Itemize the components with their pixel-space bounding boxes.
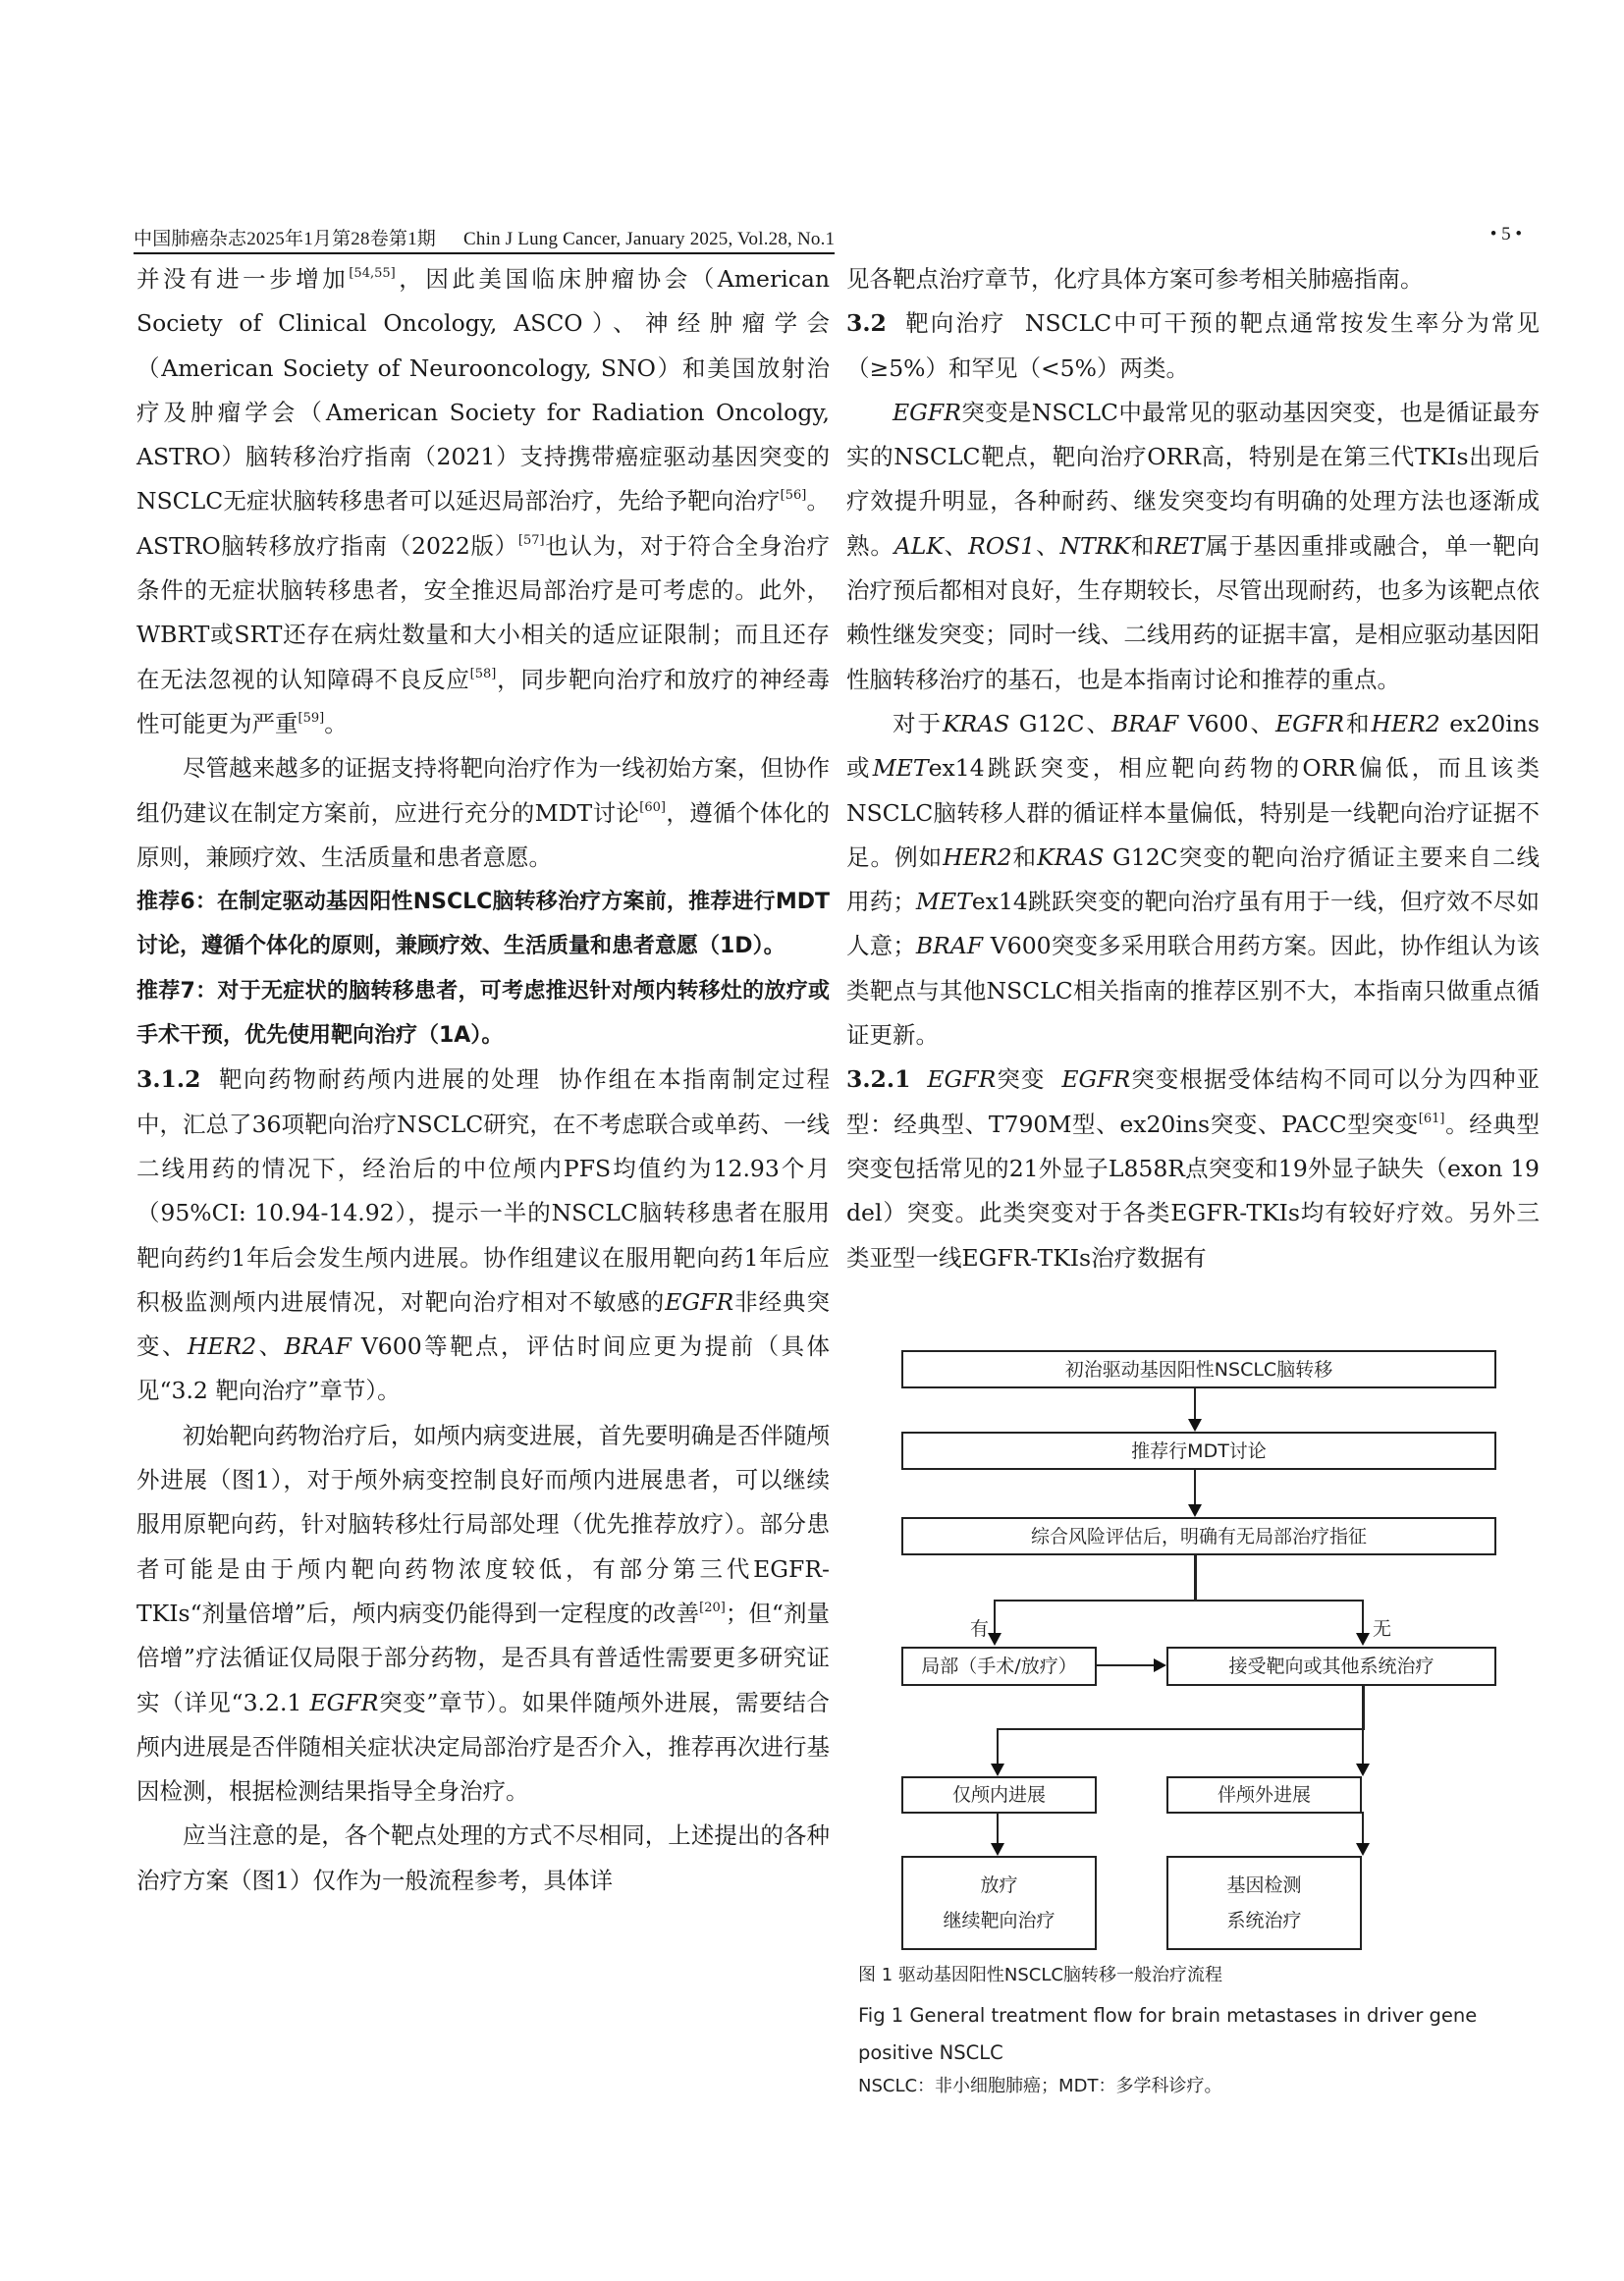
section-title: 靶向药物耐药颅内进展的处理 xyxy=(218,1065,541,1094)
node-systemic: 接受靶向或其他系统治疗 xyxy=(1166,1647,1496,1686)
connector xyxy=(1095,1664,1155,1666)
connector xyxy=(1362,1600,1364,1634)
arrow-down-icon xyxy=(988,1633,1001,1646)
paragraph: EGFR突变是NSCLC中最常见的驱动基因突变，也是循证最夯实的NSCLC靶点，靶向治疗ORR高，特别是在第三代TKIs出现后疗效提升明显，各种耐药、继发突变均有明确的处理方法也逐渐成熟。ALK、ROS1、NTRK和RET属于基因重排或融合，单一靶向治疗预后都相对良好，生存期较长，尽管出现耐药，也多为该靶点依赖性继发突变；同时一线、二线用药的证据丰富，是相应驱动基因阳性脑转移治疗的基石，也是本指南讨论和推荐的重点。 xyxy=(846,398,1541,693)
section-number: 3.1.2 xyxy=(136,1065,201,1094)
node-extracranial: 伴颅外进展 xyxy=(1166,1776,1362,1814)
node-gene-testing: 基因检测 系统治疗 xyxy=(1166,1856,1362,1950)
arrow-down-icon xyxy=(1356,1843,1370,1856)
journal-title-cn: 中国肺癌杂志2025年1月第28卷第1期 xyxy=(134,229,437,249)
arrow-down-icon xyxy=(1356,1633,1370,1646)
node-local: 局部（手术/放疗） xyxy=(901,1647,1097,1686)
journal-citation xyxy=(134,224,835,254)
connector xyxy=(1362,1812,1364,1843)
citation[interactable]: [56] xyxy=(780,488,807,504)
arrow-down-icon xyxy=(991,1843,1004,1856)
citation[interactable]: [61] xyxy=(1418,1111,1445,1126)
section-3-2-1: 3.2.1 EGFR突变 EGFR突变根据受体结构不同可以分为四种亚型：经典型、T790M型、ex20ins突变、PACC型突变[61]。经典型突变包括常见的21外显子L858R点突变和19外显子缺失（exon 19 del）突变。此类突变对于各类EGFR-TKIs均有较好疗效。另外三类亚型一线EGFR-TKIs治疗数据有 xyxy=(846,1065,1541,1272)
citation[interactable]: [58] xyxy=(469,666,497,681)
figure-caption-en: Fig 1 General treatment flow for brain metastases in driver gene positive NSCLC xyxy=(858,2004,1478,2064)
connector xyxy=(994,1600,1363,1602)
section-3-2: 3.2 靶向治疗 NSCLC中可干预的靶点通常按发生率分为常见（≥5%）和罕见（<5%）两类。 xyxy=(846,309,1540,382)
citation[interactable]: [20] xyxy=(699,1600,726,1615)
paragraph: 初始靶向药物治疗后，如颅内病变进展，首先要明确是否伴随颅外进展（图1），对于颅外病变控制良好而颅内进展患者，可以继续服用原靶向药，针对脑转移灶行局部处理（优先推荐放疗）。部分患者可能是由于颅内靶向药物浓度较低，有部分第三代EGFR-TKIs“剂量倍增”后，颅内病变仍能得到一定程度的改善[20]；但“剂量倍增”疗法循证仅局限于部分药物，是否具有普适性需要更多研究证实（详见“3.2.1 EGFR突变”章节）。如果伴随颅外进展，需要结合颅内进展是否伴随相关症状决定局部治疗是否介入，推荐再次进行基因检测，根据检测结果指导全身治疗。 xyxy=(136,1421,831,1806)
citation[interactable]: [60] xyxy=(639,799,666,815)
figure-caption-cn: 图 1 驱动基因阳性NSCLC脑转移一般治疗流程 xyxy=(858,1965,1222,1985)
section-title: 靶向治疗 xyxy=(905,309,1006,338)
right-column xyxy=(846,257,1540,1280)
node-radiotherapy: 放疗 继续靶向治疗 xyxy=(901,1856,1097,1950)
citation[interactable]: [54,55] xyxy=(349,266,396,281)
connector xyxy=(994,1600,996,1634)
recommendation-7: 推荐7：对于无症状的脑转移患者，可考虑推迟针对颅内转移灶的放疗或手术干预，优先使用靶向治疗（1A）。 xyxy=(136,978,830,1049)
connector xyxy=(1194,1553,1197,1601)
branch-label-yes: 有 xyxy=(970,1618,990,1640)
paragraph: 尽管越来越多的证据支持将靶向治疗作为一线初始方案，但协作组仍建议在制定方案前，应进行充分的MDT讨论[60]，遵循个体化的原则，兼顾疗效、生活质量和患者意愿。 xyxy=(136,754,831,871)
node-mdt: 推荐行MDT讨论 xyxy=(901,1432,1496,1470)
section-number: 3.2.1 xyxy=(846,1065,911,1094)
running-header xyxy=(134,224,1528,253)
paragraph: 见各靶点治疗章节，化疗具体方案可参考相关肺癌指南。 xyxy=(846,265,1424,293)
arrow-down-icon xyxy=(1188,1419,1202,1432)
connector xyxy=(1362,1728,1364,1764)
paragraph: 对于KRAS G12C、BRAF V600、EGFR和HER2 ex20ins或METex14跳跃突变，相应靶向药物的ORR偏低，而且该类NSCLC脑转移人群的循证样本量偏低，特别是一线靶向治疗证据不足。例如HER2和KRAS G12C突变的靶向治疗循证主要来自二线用药；METex14跳跃突变的靶向治疗虽有用于一线，但疗效不尽如人意；BRAF V600突变多采用联合用药方案。因此，协作组认为该类靶点与其他NSCLC相关指南的推荐区别不大，本指南只做重点循证更新。 xyxy=(846,709,1541,1050)
section-3-1-2: 3.1.2 靶向药物耐药颅内进展的处理 协作组在本指南制定过程中，汇总了36项靶向治疗NSCLC研究，在不考虑联合或单药、一线二线用药的情况下，经治后的中位颅内PFS均值约为12.93个月（95%CI: 10.94-14.92），提示一半的NSCLC脑转移患者在服用靶向药约1年后会发生颅内进展。协作组建议在服用靶向药1年后应积极监测颅内进展情况，对靶向治疗相对不敏感的EGFR非经典突变、HER2、BRAF V600等靶点，评估时间应更为提前（具体见“3.2 靶向治疗”章节）。 xyxy=(136,1065,831,1405)
page-number: • 5 • xyxy=(1489,224,1522,244)
arrow-down-icon xyxy=(1356,1764,1370,1776)
connector xyxy=(1194,1468,1196,1504)
section-number: 3.2 xyxy=(846,309,887,338)
connector xyxy=(997,1728,1364,1730)
journal-title-en: Chin J Lung Cancer, January 2025, Vol.28, No.1 xyxy=(463,229,836,249)
arrow-down-icon xyxy=(1188,1504,1202,1517)
node-start: 初治驱动基因阳性NSCLC脑转移 xyxy=(901,1350,1496,1388)
node-intracranial-only: 仅颅内进展 xyxy=(901,1776,1097,1814)
arrow-down-icon xyxy=(991,1764,1004,1776)
figure-note: NSCLC：非小细胞肺癌；MDT：多学科诊疗。 xyxy=(858,2076,1222,2096)
arrow-right-icon xyxy=(1154,1658,1166,1672)
recommendation-6: 推荐6：在制定驱动基因阳性NSCLC脑转移治疗方案前，推荐进行MDT讨论，遵循个体化的原则，兼顾疗效、生活质量和患者意愿（1D）。 xyxy=(136,890,830,959)
connector xyxy=(997,1728,999,1764)
section-title: 突变 xyxy=(996,1065,1046,1094)
paragraph: 并没有进一步增加[54,55]，因此美国临床肿瘤协会（American Society of Clinical Oncology, ASCO）、神经肿瘤学会（American Society of Neurooncology, SNO）和美国放射治疗及肿瘤学会（American Society for Radiation Oncology, ASTRO）脑转移治疗指南（2021）支持携带癌症驱动基因突变的NSCLC无症状脑转移患者可以延迟局部治疗，先给予靶向治疗[56]。ASTRO脑转移放疗指南（2022版）[57]也认为，对于符合全身治疗条件的无症状脑转移患者，安全推迟局部治疗是可考虑的。此外，WBRT或SRT还存在病灶数量和大小相关的适应证限制；而且还存在无法忽视的认知障碍不良反应[58]，同步靶向治疗和放疗的神经毒性可能更为严重[59]。 xyxy=(136,265,831,737)
paragraph: 应当注意的是，各个靶点处理的方式不尽相同，上述提出的各种治疗方案（图1）仅作为一般流程参考，具体详 xyxy=(136,1821,830,1894)
node-assess: 综合风险评估后，明确有无局部治疗指征 xyxy=(901,1517,1496,1555)
left-column xyxy=(136,257,830,1903)
connector xyxy=(997,1812,999,1843)
connector xyxy=(1362,1684,1365,1730)
branch-label-no: 无 xyxy=(1373,1618,1392,1640)
citation[interactable]: [59] xyxy=(298,710,325,726)
citation[interactable]: [57] xyxy=(517,532,545,548)
connector xyxy=(1194,1386,1196,1419)
